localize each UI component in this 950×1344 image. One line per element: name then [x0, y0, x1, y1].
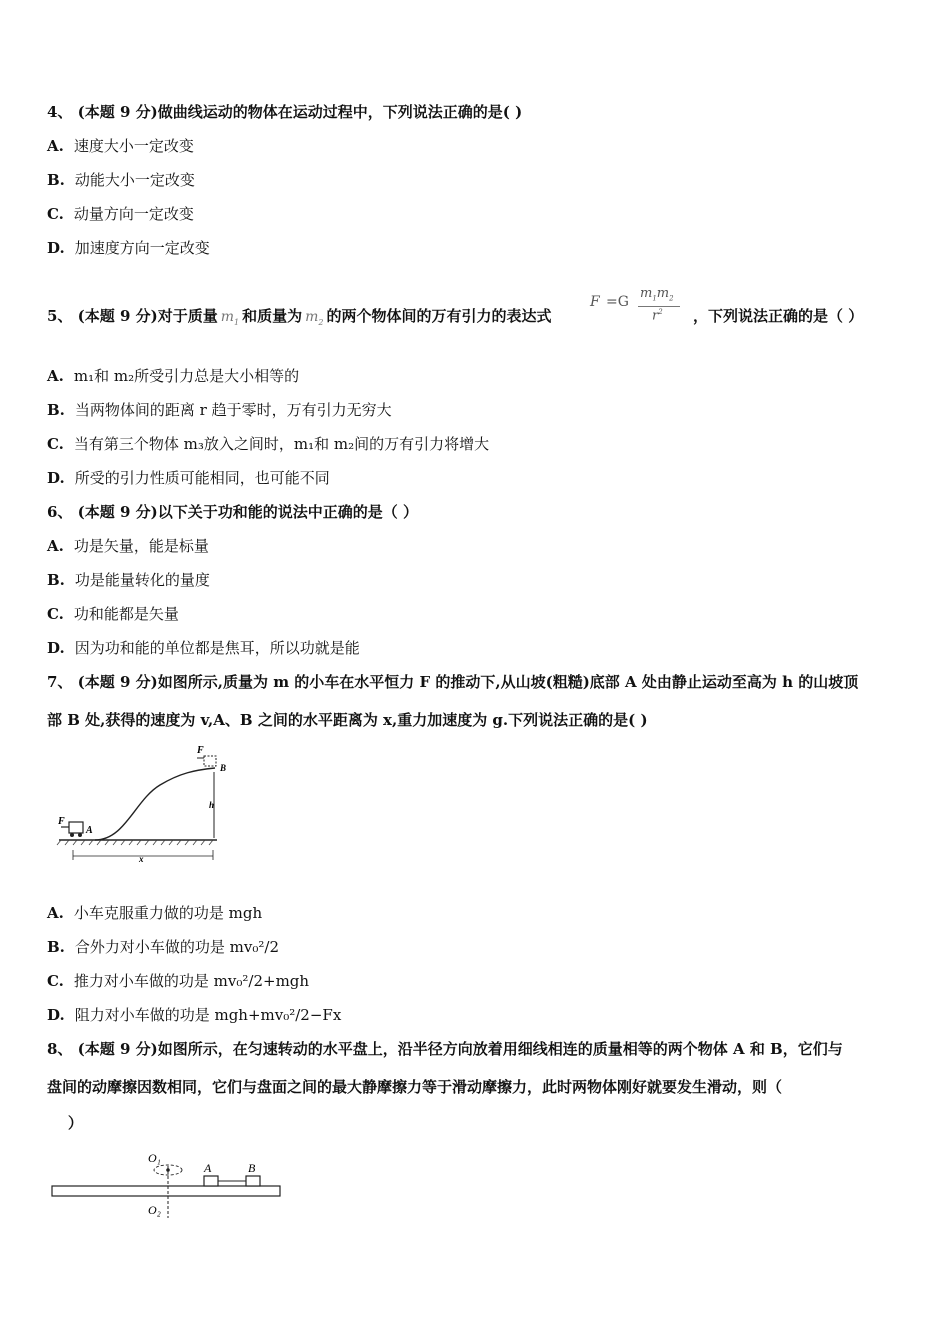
q5-m1: $m_1$ — [220, 309, 240, 327]
q6-option-b[interactable]: B. 功是能量转化的量度 — [47, 571, 210, 589]
q5-option-d[interactable]: D. 所受的引力性质可能相同，也可能不同 — [47, 469, 330, 487]
q7-stem-line1: 7、 (本题 9 分)如图所示,质量为 m 的小车在水平恒力 F 的推动下,从山坡(粗糙)底部 A 处由静止运动至高为 h 的山坡顶 — [47, 673, 859, 691]
gravitation-formula: F =G $m_1m_2$ $r^2$ — [590, 286, 685, 330]
q7-option-a[interactable]: A. 小车克服重力做的功是 mgh — [47, 904, 263, 922]
slope-curve — [95, 768, 215, 840]
block-b — [246, 1176, 260, 1186]
svg-text:B: B — [248, 1161, 256, 1175]
q8-turntable-figure — [50, 1148, 285, 1223]
q4-option-a[interactable]: A. 速度大小一定改变 — [47, 137, 194, 155]
cart-at-a — [69, 822, 83, 833]
formula-fraction-bar — [638, 306, 680, 307]
svg-text:O₂: O₂ — [148, 1203, 161, 1217]
q4-number: 4、 — [47, 103, 73, 121]
q5-number: 5、 — [47, 307, 73, 325]
q4-text: (本题 9 分)做曲线运动的物体在运动过程中，下列说法正确的是( ) — [77, 103, 523, 121]
q4-stem — [47, 102, 522, 122]
q8-stem-line2: 盘间的动摩擦因数相同，它们与盘面之间的最大静摩擦力等于滑动摩擦力，此时两物体刚好就要发生滑动，则（ — [47, 1078, 783, 1096]
q7-option-d[interactable]: D. 阻力对小车做的功是 mgh+mv₀²/2−Fx — [47, 1006, 342, 1024]
q5-stem: 5、 (本题 9 分)对于质量 $m_1$ 和质量为 $m_2$ 的两个物体间的万有引力的表达式 — [47, 307, 552, 327]
q5-option-b[interactable]: B. 当两物体间的距离 r 趋于零时，万有引力无穷大 — [47, 401, 392, 419]
svg-text:B: B — [220, 763, 227, 773]
q5-option-c[interactable]: C. 当有第三个物体 m₃放入之间时，m₁和 m₂间的万有引力将增大 — [47, 435, 490, 453]
formula-denominator: $r^2$ — [652, 308, 663, 324]
q4-option-c[interactable]: C. 动量方向一定改变 — [47, 205, 194, 223]
q5-m2: $m_2$ — [305, 309, 324, 327]
cart-at-b — [204, 756, 216, 766]
q5-stem-end: ，下列说法正确的是（ ） — [693, 307, 864, 325]
q6-option-c[interactable]: C. 功和能都是矢量 — [47, 605, 179, 623]
q7-stem-line2: 部 B 处,获得的速度为 v,A、B 之间的水平距离为 x,重力加速度为 g.下列说法正确的是( ) — [47, 711, 648, 729]
svg-text:F: F — [197, 745, 204, 756]
svg-text:x: x — [139, 854, 144, 864]
q6-stem — [47, 502, 418, 522]
svg-text:O₁: O₁ — [148, 1151, 161, 1165]
q7-slope-figure — [55, 740, 230, 865]
svg-text:F: F — [58, 816, 65, 827]
turntable-disk — [52, 1186, 280, 1196]
q6-number: 6、 — [47, 503, 73, 521]
q8-stem-line1: 8、 (本题 9 分)如图所示，在匀速转动的水平盘上，沿半径方向放着用细线相连的质量相等的两个物体 A 和 B，它们与 — [47, 1040, 843, 1058]
q7-number: 7、 — [47, 673, 73, 691]
q7-option-c[interactable]: C. 推力对小车做的功是 mv₀²/2+mgh — [47, 972, 310, 990]
svg-text:A: A — [86, 825, 93, 836]
q6-option-d[interactable]: D. 因为功和能的单位都是焦耳，所以功就是能 — [47, 639, 360, 657]
q6-option-a[interactable]: A. 功是矢量，能是标量 — [47, 537, 209, 555]
q6-text: (本题 9 分)以下关于功和能的说法中正确的是（ ） — [77, 503, 418, 521]
formula-numerator: $m_1m_2$ — [640, 286, 674, 303]
svg-text:A: A — [204, 1161, 212, 1175]
q8-stem-line3: ） — [47, 1114, 83, 1132]
block-a — [204, 1176, 218, 1186]
q4-option-d[interactable]: D. 加速度方向一定改变 — [47, 239, 210, 257]
q7-option-b[interactable]: B. 合外力对小车做的功是 mv₀²/2 — [47, 938, 279, 956]
svg-text:h: h — [209, 800, 215, 810]
q5-option-a[interactable]: A. m₁和 m₂所受引力总是大小相等的 — [47, 367, 300, 385]
q4-option-b[interactable]: B. 动能大小一定改变 — [47, 171, 195, 189]
q8-number: 8、 — [47, 1040, 73, 1058]
